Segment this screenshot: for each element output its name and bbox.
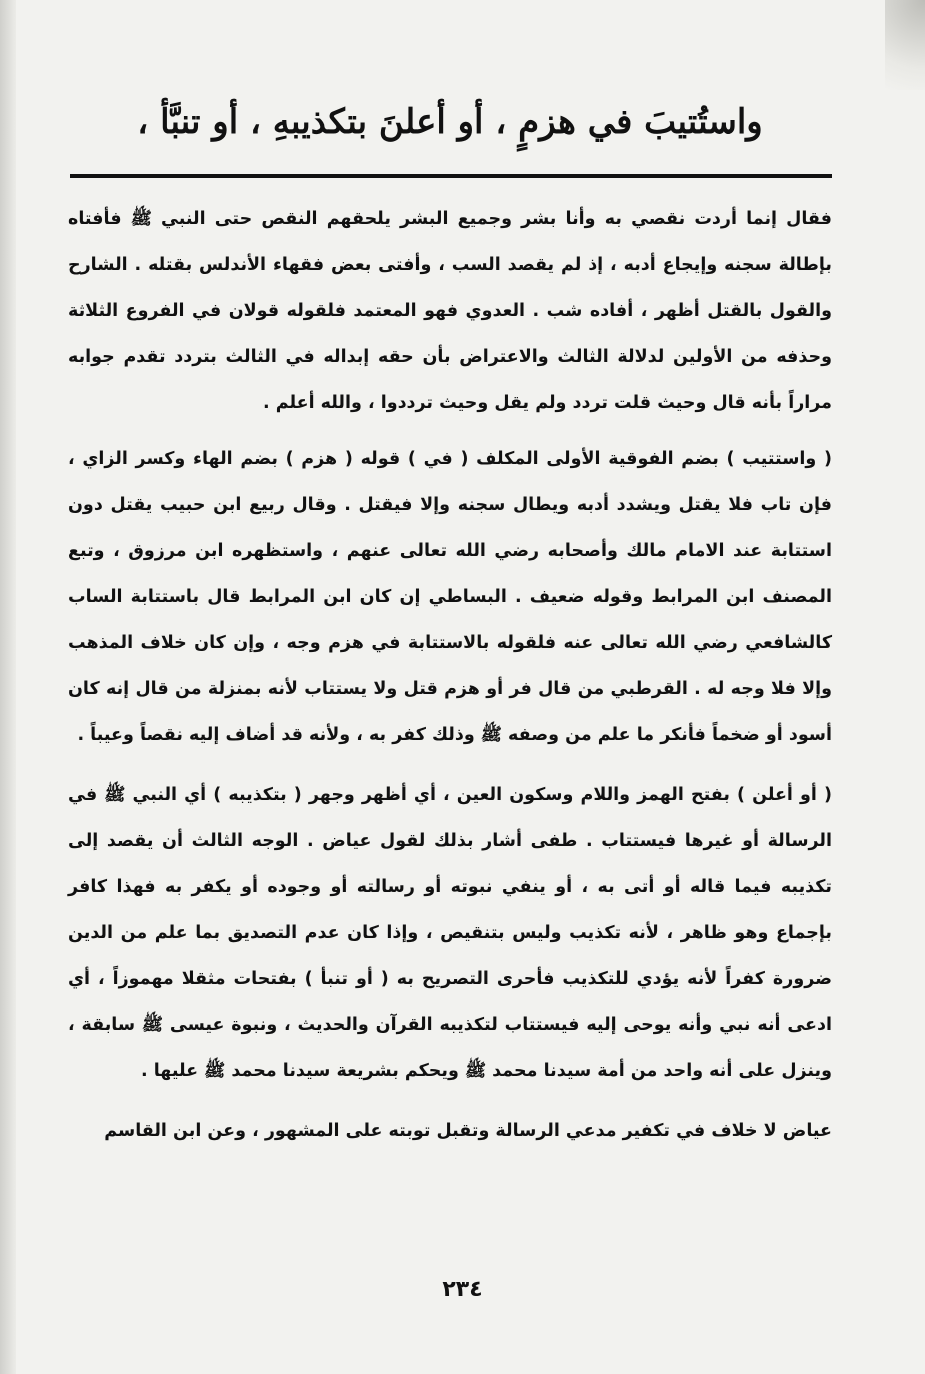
- paragraph-3: ( أو أعلن ) بفتح الهمز واللام وسكون العين ، أي أظهر وجهر ( بتكذيبه ) أي النبي ﷺ في الرسالة أو غيرها فيستتاب . طفى أشار بذلك لقول عياض . الوجه الثالث أن يقصد إلى تكذيبه فيما قاله أو أتى به ، أو ينفي نبوته أو رسالته أو وجوده أو يكفر به فهذا كافر بإجماع وهو ظاهر ، لأنه تكذيب وليس بتنقيص ، وإذا كان عدم التصديق بما علم من الدين ضرورة كفراً لأنه يؤدي للتكذيب فأحرى التصريح به ( أو تنبأ ) بفتحات مثقلا مهموزاً ، أي ادعى أنه نبي وأنه يوحى إليه فيستتاب لتكذيبه القرآن والحديث ، ونبوة عيسى ﷺ سابقة ، وينزل على أنه واحد من أمة سيدنا محمد ﷺ ويحكم بشريعة سيدنا محمد ﷺ عليها .: [68, 785, 832, 1081]
- scan-corner-shadow: [885, 0, 925, 90]
- paragraph-1: فقال إنما أردت نقصي به وأنا بشر وجميع البشر يلحقهم النقص حتى النبي ﷺ فأفتاه بإطالة سجنه وإيجاع أدبه ، إذ لم يقصد السب ، وأفتى بعض فقهاء الأندلس بقتله . الشارح والقول بالقتل أظهر ، أفاده شب . العدوي فهو المعتمد فلقوله قولان في الفروع الثلاثة وحذفه من الأولين لدلالة الثالث والاعتراض بأن حقه إبداله في الثالث بتردد تقدم جوابه مراراً بأنه قال وحيث قلت تردد ولم يقل وحيث ترددوا ، والله أعلم .: [68, 209, 832, 413]
- page-header-title: واستُتيبَ في هزمٍ ، أو أعلنَ بتكذيبهِ ، أو تنبَّأ ،: [137, 102, 763, 142]
- paragraph-4: عياض لا خلاف في تكفير مدعي الرسالة وتقبل توبته على المشهور ، وعن ابن القاسم: [104, 1121, 832, 1141]
- page-number: ٢٣٤: [442, 1277, 483, 1302]
- paragraph-2: ( واستتيب ) بضم الفوقية الأولى المكلف ( في ) قوله ( هزم ) بضم الهاء وكسر الزاي ، فإن تاب فلا يقتل ويشدد أدبه ويطال سجنه وإلا فيقتل . وقال ربيع ابن حبيب يقتل دون استتابة عند الامام مالك وأصحابه رضي الله تعالى عنهم ، واستظهره ابن مرزوق ، وتبع المصنف ابن المرابط وقوله ضعيف . البساطي إن كان ابن المرابط قال باستتابة الساب كالشافعي رضي الله تعالى عنه فلقوله بالاستتابة في هزم وجه ، وإن كان خلاف المذهب وإلا فلا وجه له . القرطبي من قال فر أو هزم قتل ولا يستتاب لأنه بمنزلة من قال إنه كان أسود أو ضخماً فأنكر ما علم من وصفه ﷺ وذلك كفر به ، ولأنه قد أضاف إليه نقصاً وعيباً .: [68, 449, 832, 745]
- scan-edge-shadow: [0, 0, 16, 1374]
- body-text: [68, 196, 832, 1168]
- header-rule: [70, 174, 832, 178]
